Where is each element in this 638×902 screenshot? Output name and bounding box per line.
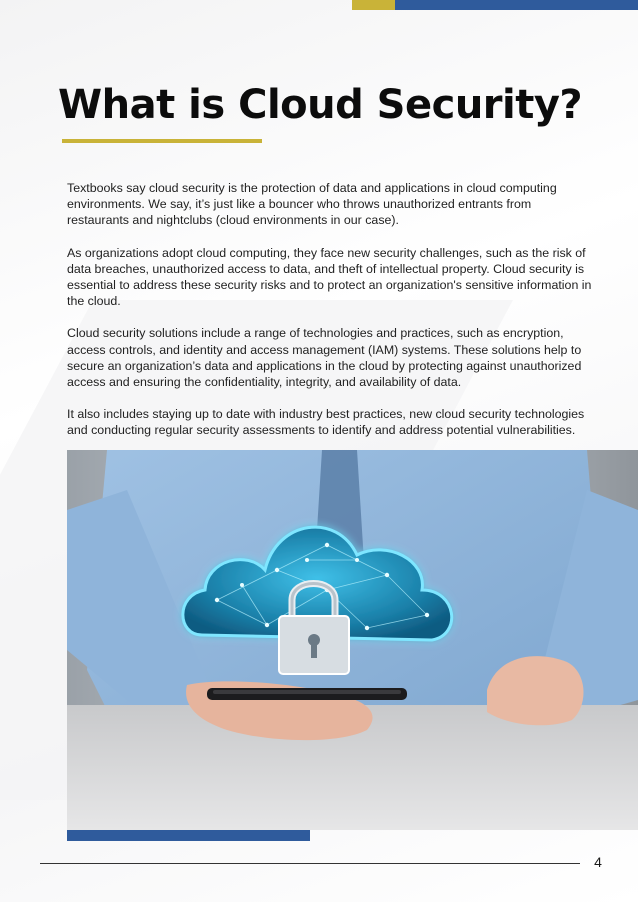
page-title: What is Cloud Security? — [58, 82, 583, 128]
footer-rule — [40, 863, 580, 864]
page-number: 4 — [594, 854, 602, 870]
top-accent-bar-blue — [395, 0, 638, 10]
paragraph-challenges: As organizations adopt cloud computing, they face new security challenges, such as the risk of data breaches, unauthorized access to data, and theft of intellectual property. Cloud security is essential to address these security risks and to protect an organization's sensitive information in the cloud. — [67, 245, 592, 309]
title-underline — [62, 139, 262, 143]
paragraph-intro: Textbooks say cloud security is the protection of data and applications in cloud computing environments. We say, it’s just like a bouncer who throws unauthorized entrants from restaurants and nightclubs (cloud environments in our case). — [67, 181, 557, 228]
top-accent-bar-yellow — [352, 0, 395, 10]
bottom-accent-bar-blue — [67, 830, 310, 841]
cloud-security-photo — [67, 450, 638, 830]
body-text — [67, 180, 595, 455]
paragraph-solutions: Cloud security solutions include a range of technologies and practices, such as encryption, access controls, and identity and access management (IAM) systems. These solutions help to secure an organization’s data and applications in the cloud by protecting against unauthorized access and ensuring the confidentiality, integrity, and availability of data. — [67, 326, 582, 390]
paragraph-best-practices: It also includes staying up to date with industry best practices, new cloud security technologies and conducting regular security assessments to identify and address potential vulnerabilities. — [67, 407, 585, 438]
